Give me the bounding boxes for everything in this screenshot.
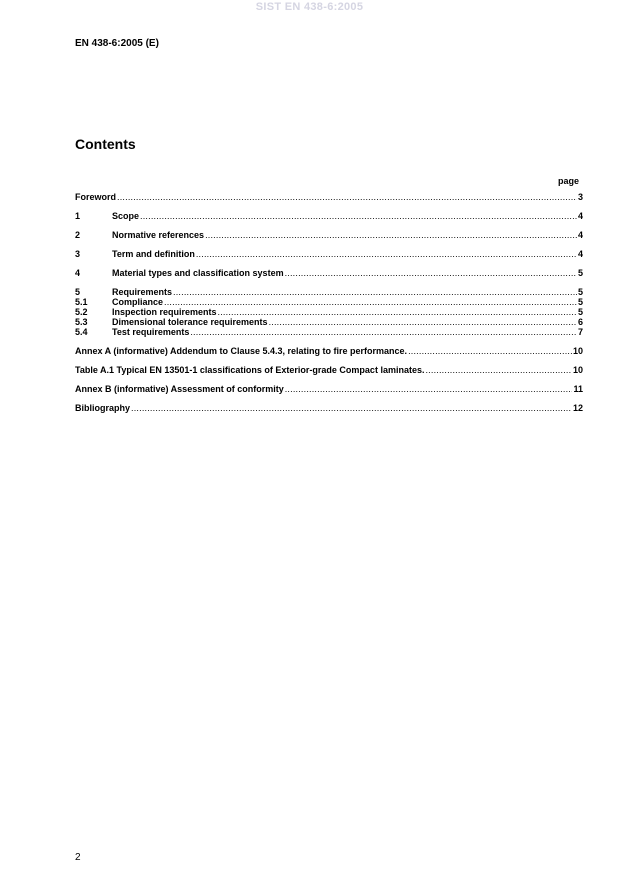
toc-entry-number: 5.2 [75, 307, 88, 317]
toc-entry-number: 5.1 [75, 297, 88, 307]
dot-leader [117, 192, 577, 202]
dot-leader [164, 297, 577, 307]
toc-entry-test-requirements[interactable] [75, 327, 583, 337]
toc-entry-page: 10 [572, 365, 583, 375]
watermark: SIST EN 438-6:2005 [255, 1, 364, 13]
toc-entry-dimensional-tolerance[interactable] [75, 317, 583, 327]
toc-entry-title: Annex A (informative) Addendum to Clause 5.4.3, relating to fire performance. [75, 346, 408, 356]
toc-entry-title: Bibliography [75, 403, 131, 413]
toc-entry-title: Annex B (informative) Assessment of conformity [75, 384, 284, 394]
dot-leader [190, 327, 577, 337]
toc-entry-title: Foreword [75, 192, 117, 202]
toc-entry-normative-references[interactable] [75, 230, 583, 240]
toc-entry-title: Dimensional tolerance requirements [112, 317, 268, 327]
toc-entry-title: Material types and classification system [112, 268, 284, 278]
dot-leader [218, 307, 577, 317]
toc-entry-title: Normative references [112, 230, 205, 240]
dot-leader [131, 403, 572, 413]
dot-leader [269, 317, 577, 327]
toc-entry-page: 7 [577, 327, 583, 337]
dot-leader [140, 211, 577, 221]
toc-entry-number: 1 [75, 211, 81, 221]
toc-entry-page: 3 [577, 192, 583, 202]
toc-entry-number: 5.3 [75, 317, 88, 327]
toc-entry-title: Table A.1 Typical EN 13501-1 classifications of Exterior-grade Compact laminates. [75, 365, 425, 375]
toc-entry-title: Requirements [112, 287, 173, 297]
page-number: 2 [75, 852, 81, 863]
toc-entry-title: Scope [112, 211, 140, 221]
dot-leader [285, 268, 577, 278]
toc-entry-title: Test requirements [112, 327, 190, 337]
toc-entry-inspection-requirements[interactable] [75, 307, 583, 317]
dot-leader [205, 230, 577, 240]
toc-entry-scope[interactable] [75, 211, 583, 221]
toc-entry-title: Term and definition [112, 249, 195, 259]
dot-leader [425, 365, 572, 375]
toc-entry-term-and-definition[interactable] [75, 249, 583, 259]
contents-title: Contents [75, 136, 136, 152]
toc-entry-page: 5 [577, 297, 583, 307]
dot-leader [408, 346, 572, 356]
toc-entry-page: 4 [577, 230, 583, 240]
toc-entry-page: 4 [577, 211, 583, 221]
toc-entry-page: 12 [572, 403, 583, 413]
toc-entry-number: 2 [75, 230, 81, 240]
toc-entry-annex-a[interactable] [75, 346, 583, 356]
toc-entry-material-types[interactable] [75, 268, 583, 278]
toc-entry-bibliography[interactable] [75, 403, 583, 413]
toc-entry-page: 5 [577, 287, 583, 297]
toc-entry-foreword[interactable] [75, 192, 583, 202]
toc-entry-page: 4 [577, 249, 583, 259]
table-of-contents [75, 192, 583, 413]
toc-entry-table-a1[interactable] [75, 365, 583, 375]
toc-entry-page: 6 [577, 317, 583, 327]
toc-entry-page: 10 [572, 346, 583, 356]
toc-entry-page: 5 [577, 307, 583, 317]
toc-entry-compliance[interactable] [75, 297, 583, 307]
toc-entry-page: 5 [577, 268, 583, 278]
dot-leader [173, 287, 577, 297]
toc-entry-title: Inspection requirements [112, 307, 217, 317]
toc-entry-page: 11 [573, 384, 583, 394]
toc-entry-number: 3 [75, 249, 81, 259]
dot-leader [285, 384, 573, 394]
document-id: EN 438-6:2005 (E) [75, 38, 159, 49]
toc-entry-number: 5.4 [75, 327, 88, 337]
toc-entry-number: 4 [75, 268, 81, 278]
toc-entry-annex-b[interactable] [75, 384, 583, 394]
toc-entry-number: 5 [75, 287, 81, 297]
toc-entry-requirements[interactable] [75, 287, 583, 297]
toc-entry-title: Compliance [112, 297, 164, 307]
dot-leader [196, 249, 577, 259]
page-column-label: page [557, 176, 579, 186]
